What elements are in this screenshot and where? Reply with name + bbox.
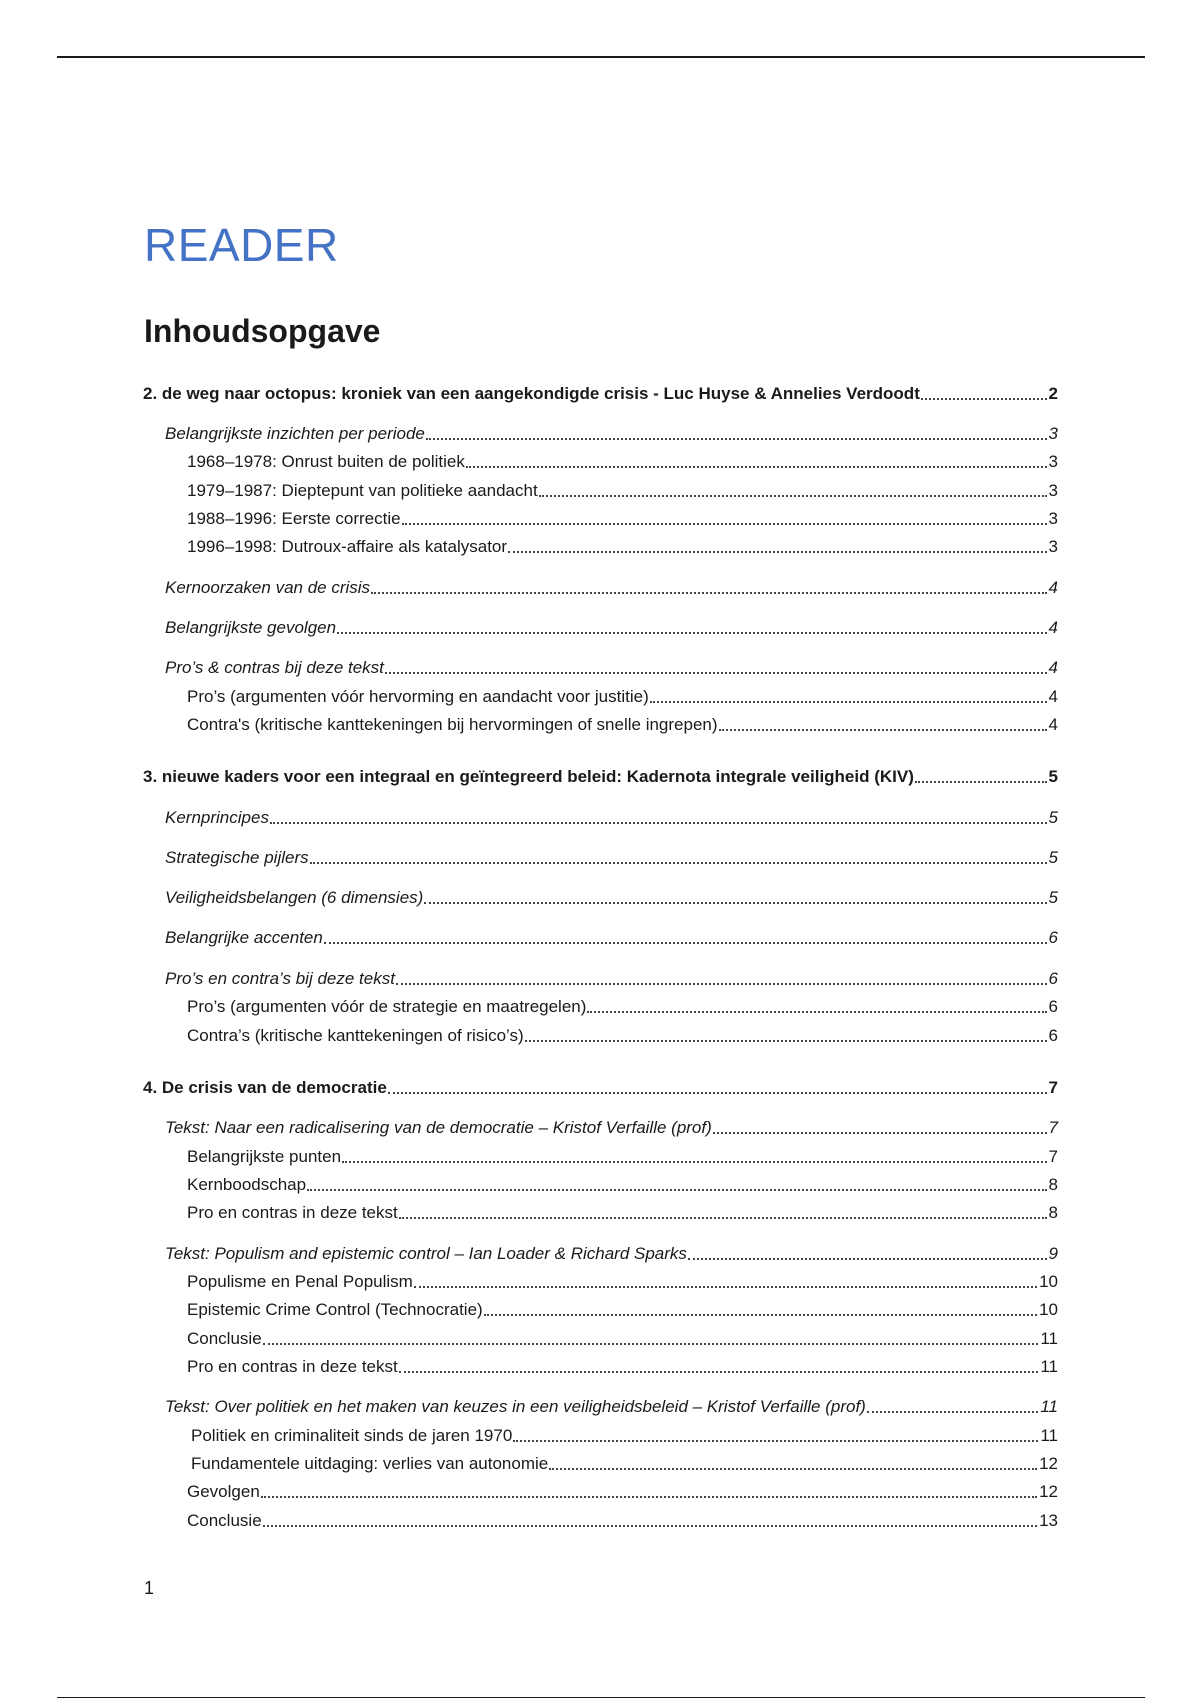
toc-entry[interactable]: Pro’s en contra’s bij deze tekst 6 (165, 969, 1058, 988)
toc-entry[interactable]: 1979–1987: Dieptepunt van politieke aandacht 3 (187, 481, 1058, 500)
toc-entry[interactable]: Gevolgen 12 (187, 1482, 1058, 1501)
toc-entry[interactable]: Conclusie 11 (187, 1329, 1058, 1348)
toc-entry[interactable]: 1996–1998: Dutroux-affaire als katalysator 3 (187, 537, 1058, 556)
document-title: READER (144, 219, 339, 271)
toc-entry[interactable]: Belangrijkste gevolgen 4 (165, 618, 1058, 637)
toc-entry[interactable]: Kernprincipes 5 (165, 808, 1058, 827)
page-number: 1 (144, 1578, 155, 1598)
toc-entry[interactable]: Pro’s (argumenten vóór hervorming en aandacht voor justitie) 4 (187, 687, 1058, 706)
toc-entry[interactable]: Tekst: Naar een radicalisering van de democratie – Kristof Verfaille (prof) 7 (165, 1118, 1058, 1137)
toc-entry[interactable]: Belangrijkste inzichten per periode 3 (165, 424, 1058, 443)
toc-entry[interactable]: 1968–1978: Onrust buiten de politiek 3 (187, 452, 1058, 471)
toc-entry[interactable]: Fundamentele uitdaging: verlies van autonomie 12 (191, 1454, 1058, 1473)
toc-entry[interactable]: 1988–1996: Eerste correctie 3 (187, 509, 1058, 528)
toc-entry[interactable]: Conclusie 13 (187, 1511, 1058, 1530)
toc-heading: Inhoudsopgave (144, 313, 381, 349)
toc-entry[interactable]: Kernboodschap 8 (187, 1175, 1058, 1194)
toc-entry[interactable]: 3. nieuwe kaders voor een integraal en geïntegreerd beleid: Kadernota integrale veiligheid (KIV) 5 (143, 767, 1058, 786)
toc-entry[interactable]: Belangrijke accenten 6 (165, 928, 1058, 947)
toc-entry[interactable]: Politiek en criminaliteit sinds de jaren 1970 11 (191, 1426, 1058, 1445)
toc-entry[interactable]: Contra’s (kritische kanttekeningen of risico’s) 6 (187, 1026, 1058, 1045)
toc-entry[interactable]: Strategische pijlers 5 (165, 848, 1058, 867)
toc-entry[interactable]: Belangrijkste punten 7 (187, 1147, 1058, 1166)
toc-entry[interactable]: Veiligheidsbelangen (6 dimensies) 5 (165, 888, 1058, 907)
toc-entry[interactable]: Pro en contras in deze tekst 8 (187, 1203, 1058, 1222)
toc-entry[interactable]: Contra's (kritische kanttekeningen bij hervormingen of snelle ingrepen) 4 (187, 715, 1058, 734)
toc-entry[interactable]: Kernoorzaken van de crisis 4 (165, 578, 1058, 597)
toc-entry[interactable]: Tekst: Over politiek en het maken van keuzes in een veiligheidsbeleid – Kristof Verfaille (prof) 11 (165, 1397, 1058, 1416)
toc-entry[interactable]: 4. De crisis van de democratie 7 (143, 1078, 1058, 1097)
toc-entry[interactable]: Populisme en Penal Populism 10 (187, 1272, 1058, 1291)
toc-entry[interactable]: Pro en contras in deze tekst 11 (187, 1357, 1058, 1376)
toc-entry[interactable]: Pro’s (argumenten vóór de strategie en maatregelen) 6 (187, 997, 1058, 1016)
toc-entry[interactable]: 2. de weg naar octopus: kroniek van een aangekondigde crisis - Luc Huyse & Annelies Verdoodt 2 (143, 384, 1058, 403)
toc-entry[interactable]: Pro’s & contras bij deze tekst 4 (165, 658, 1058, 677)
toc-entry[interactable]: Tekst: Populism and epistemic control – Ian Loader & Richard Sparks 9 (165, 1244, 1058, 1263)
toc-entry[interactable]: Epistemic Crime Control (Technocratie) 10 (187, 1300, 1058, 1319)
footer-rule (57, 1697, 1145, 1698)
